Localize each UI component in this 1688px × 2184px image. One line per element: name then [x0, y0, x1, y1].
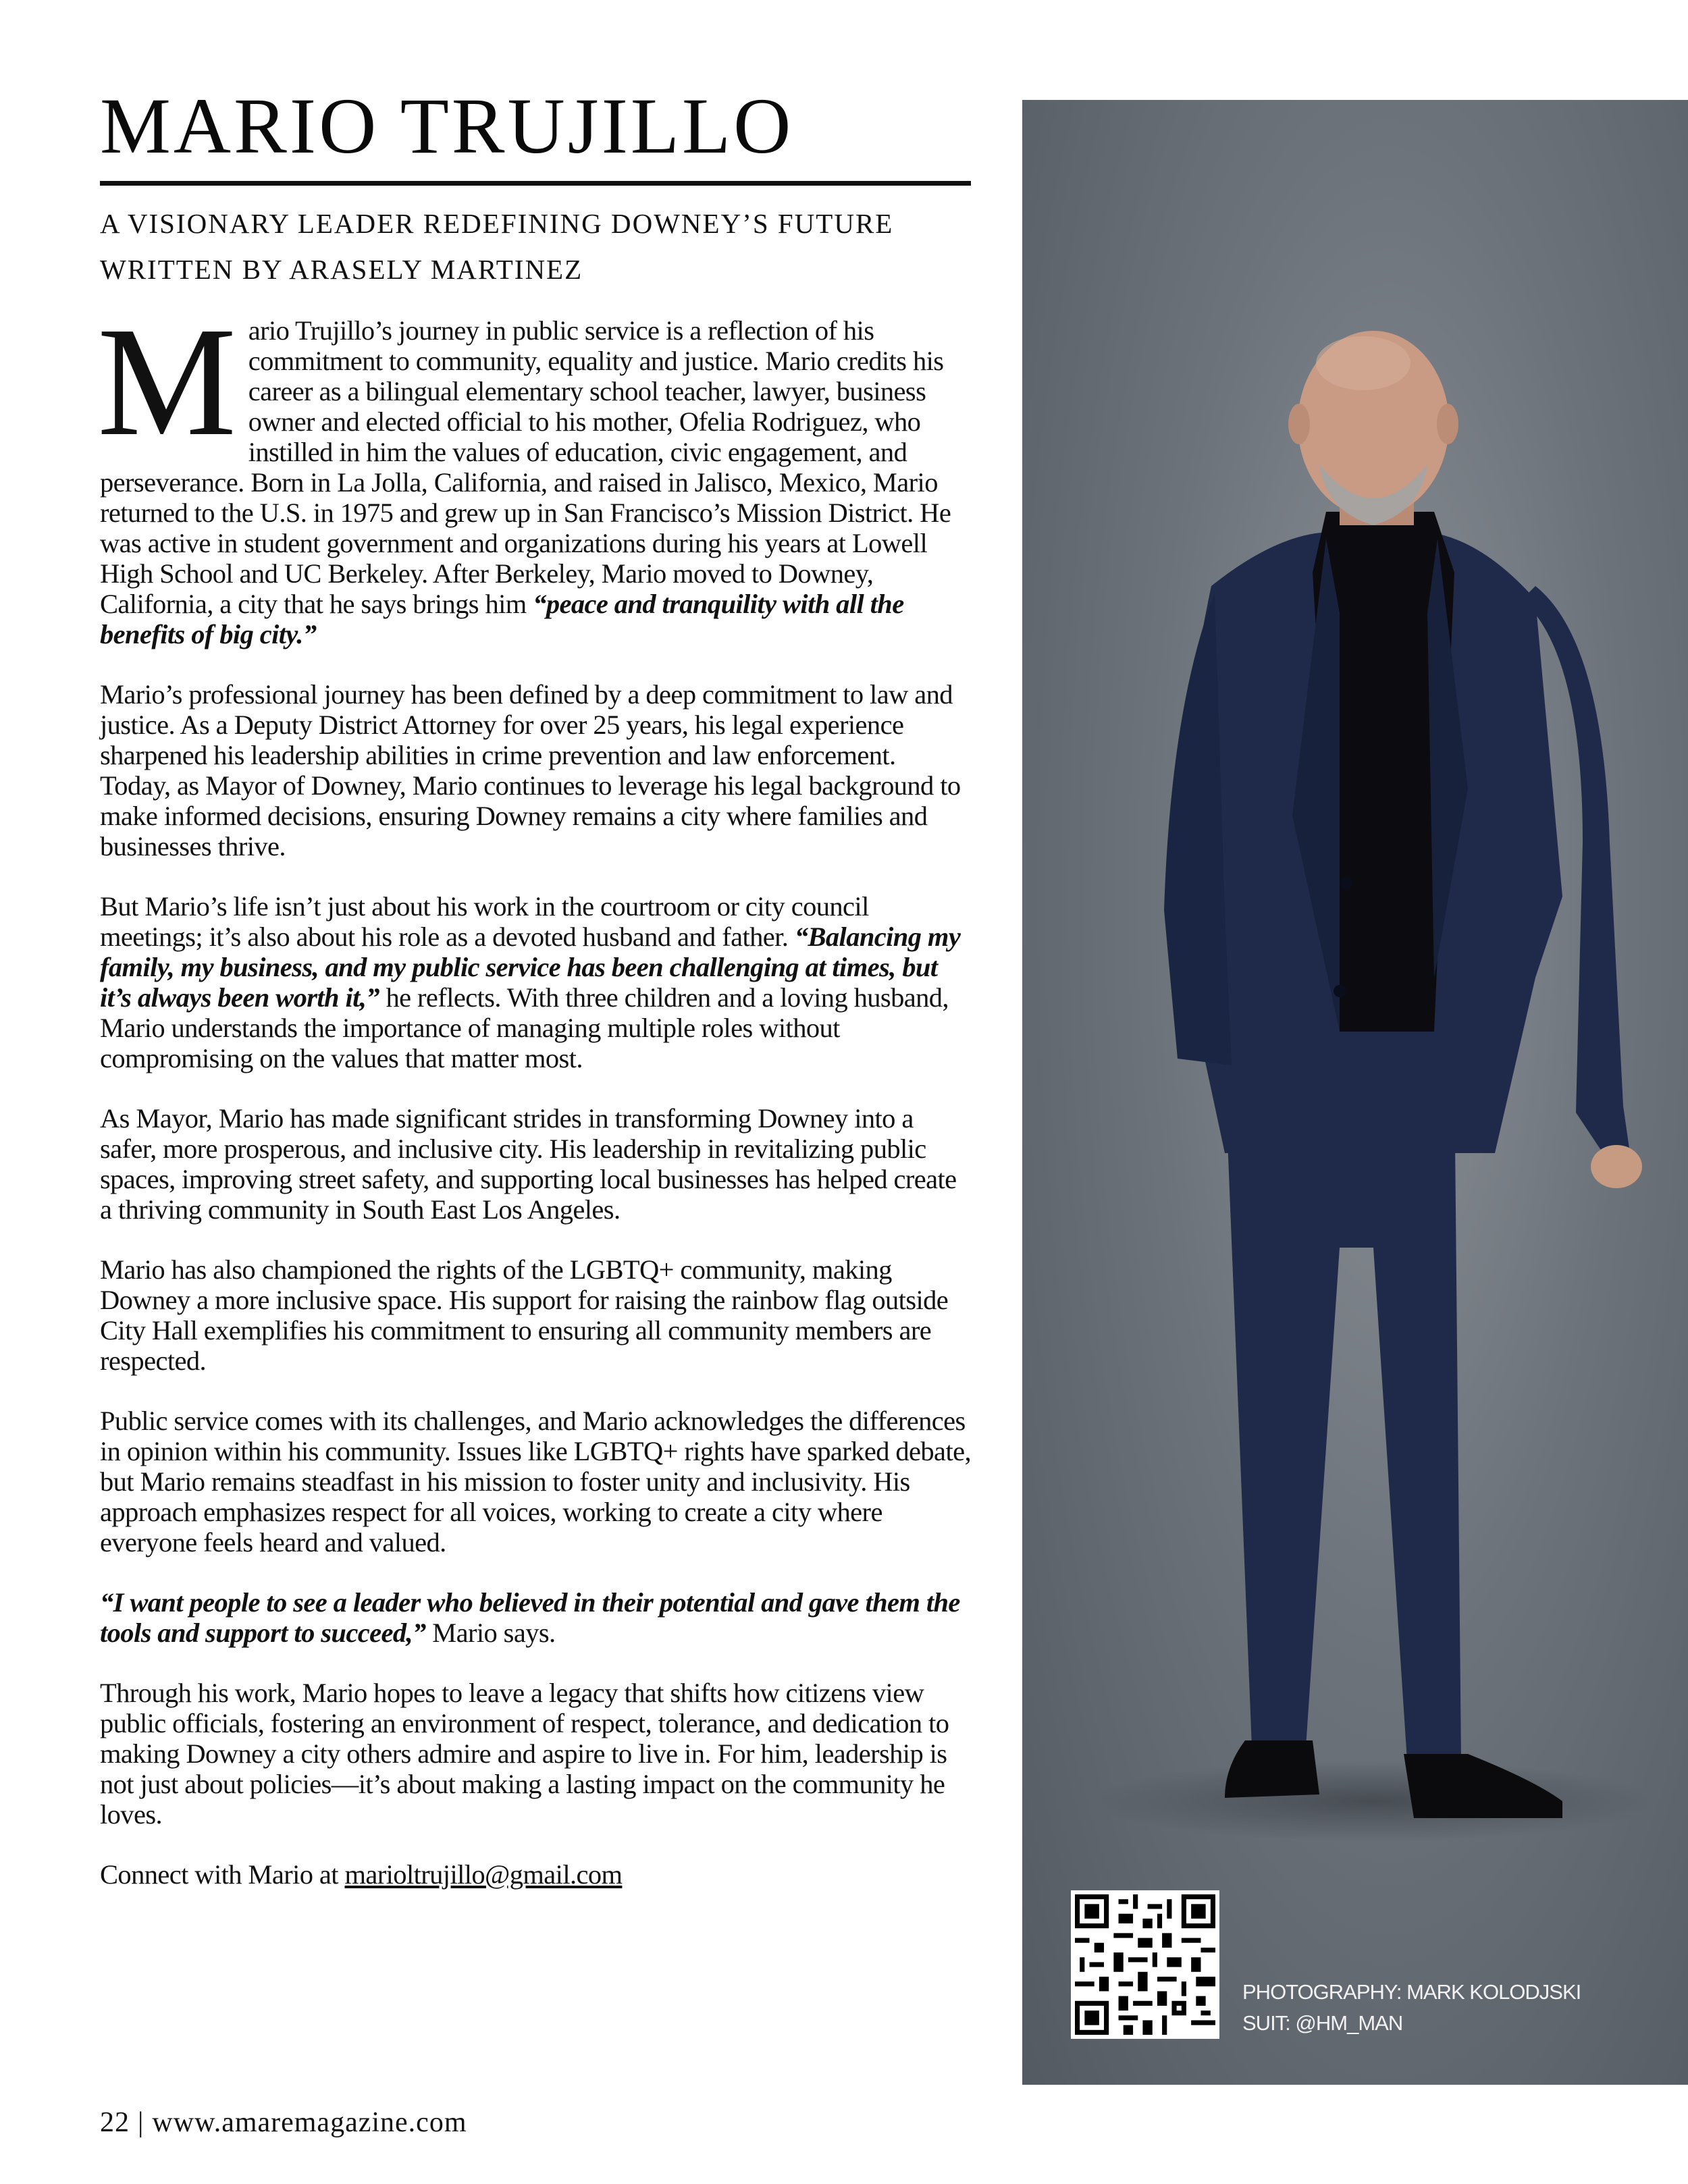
photo-credits [1242, 1977, 1581, 2039]
portrait-photo [1022, 100, 1688, 2085]
paragraph-8: Through his work, Mario hopes to leave a legacy that shifts how citizens view public officials, fostering an environment of respect, tolerance, and dedication to making Downey a city others admire and aspire to live in. For him, leadership is not just about policies—it’s about making a lasting impact on the community he loves. [100, 1678, 949, 1830]
floor-shadow [1090, 1761, 1657, 1842]
paragraph-3-text-a: But Mario’s life isn’t just about his work in the courtroom or city council meetings; it’s also about his role as a devoted husband and father. [100, 891, 869, 952]
article-subtitle: A VISIONARY LEADER REDEFINING DOWNEY’S FUTURE [100, 208, 894, 239]
paragraph-4: As Mayor, Mario has made significant strides in transforming Downey into a safer, more prosperous, and inclusive city. His leadership in revitalizing public spaces, improving street safety, and supporting local businesses has helped create a thriving community in South East Los Angeles. [100, 1103, 957, 1225]
jacket-button-1 [1340, 877, 1352, 889]
right-ear [1437, 404, 1458, 444]
pull-quote-3: “I want people to see a leader who believed in their potential and gave them the tools and support to succeed,” [100, 1587, 960, 1648]
pull-quote-1: “peace and tranquility with all the benefits of big city.” [100, 589, 904, 649]
jacket-button-2 [1334, 985, 1346, 997]
paragraph-1-text: ario Trujillo’s journey in public service is a reflection of his commitment to community, equality and justice. Mario credits his career as a bilingual elementary school teacher, lawyer, business owner and elected official to his mother, Ofelia Rodriguez, who instilled in him the values of education, civic engagement, and perseverance. Born in La Jolla, California, and raised in Jalisco, Mexico, Mario returned to the U.S. in 1975 and grew up in San Francisco’s Mission District. He was active in student government and organizations during his years at Lowell High School and UC Berkeley. After Berkeley, Mario moved to Downey, California, a city that he says brings him [100, 315, 951, 619]
article-title: MARIO TRUJILLO [100, 82, 794, 170]
paragraph-7 [100, 1587, 971, 1648]
drop-cap: M [97, 295, 236, 469]
footer-separator: | [138, 2107, 144, 2138]
qr-code-icon [1075, 1894, 1215, 2035]
paragraph-1 [97, 295, 971, 649]
paragraph-3 [100, 891, 971, 1073]
credit-suit: SUIT: @HM_MAN [1242, 2011, 1403, 2035]
connect-line [100, 1859, 971, 1890]
pull-quote-2: “Balancing my family, my business, and my public service has been challenging at times, but it’s always been worth it,” [100, 922, 961, 1013]
website-link[interactable]: www.amaremagazine.com [152, 2107, 467, 2138]
paragraph-2: Mario’s professional journey has been defined by a deep commitment to law and justice. As a Deputy District Attorney for over 25 years, his legal experience sharpened his leadership abilities in crime prevention and law enforcement. Today, as Mayor of Downey, Mario continues to leverage his legal background to make informed decisions, ensuring Downey remains a city where families and businesses thrive. [100, 679, 961, 861]
left-shoe [1225, 1740, 1319, 1798]
left-ear [1288, 404, 1310, 444]
page-footer [100, 2106, 467, 2139]
head-highlight [1316, 336, 1410, 390]
email-link[interactable]: marioltrujillo@gmail.com [344, 1859, 623, 1890]
paragraph-3-text-b: he reflects. With three children and a loving husband, Mario understands the importance of managing multiple roles without compromising on the values that matter most. [100, 982, 949, 1073]
article-column [97, 82, 971, 1919]
title-rule [100, 181, 971, 186]
suit-trousers [1225, 1072, 1461, 1761]
paragraph-6: Public service comes with its challenges, and Mario acknowledges the differences in opinion within his community. Issues like LGBTQ+ rights have sparked debate, but Mario remains steadfast in his mission to foster unity and inclusivity. His approach emphasizes respect for all voices, working to create a city where everyone feels heard and valued. [100, 1406, 971, 1557]
article-body [97, 295, 971, 1890]
portrait-figure [1022, 100, 1688, 2085]
credit-photography: PHOTOGRAPHY: MARK KOLODJSKI [1242, 1980, 1581, 2004]
connect-text: Connect with Mario at [100, 1859, 345, 1890]
article-byline: WRITTEN BY ARASELY MARTINEZ [100, 254, 583, 285]
paragraph-7-text: Mario says. [425, 1618, 556, 1648]
paragraph-5: Mario has also championed the rights of the LGBTQ+ community, making Downey a more inclusive space. His support for raising the rainbow flag outside City Hall exemplifies his commitment to ensuring all community members are respected. [100, 1254, 949, 1376]
qr-code[interactable] [1071, 1890, 1219, 2039]
right-hand [1591, 1145, 1642, 1188]
page-number: 22 [100, 2107, 130, 2138]
